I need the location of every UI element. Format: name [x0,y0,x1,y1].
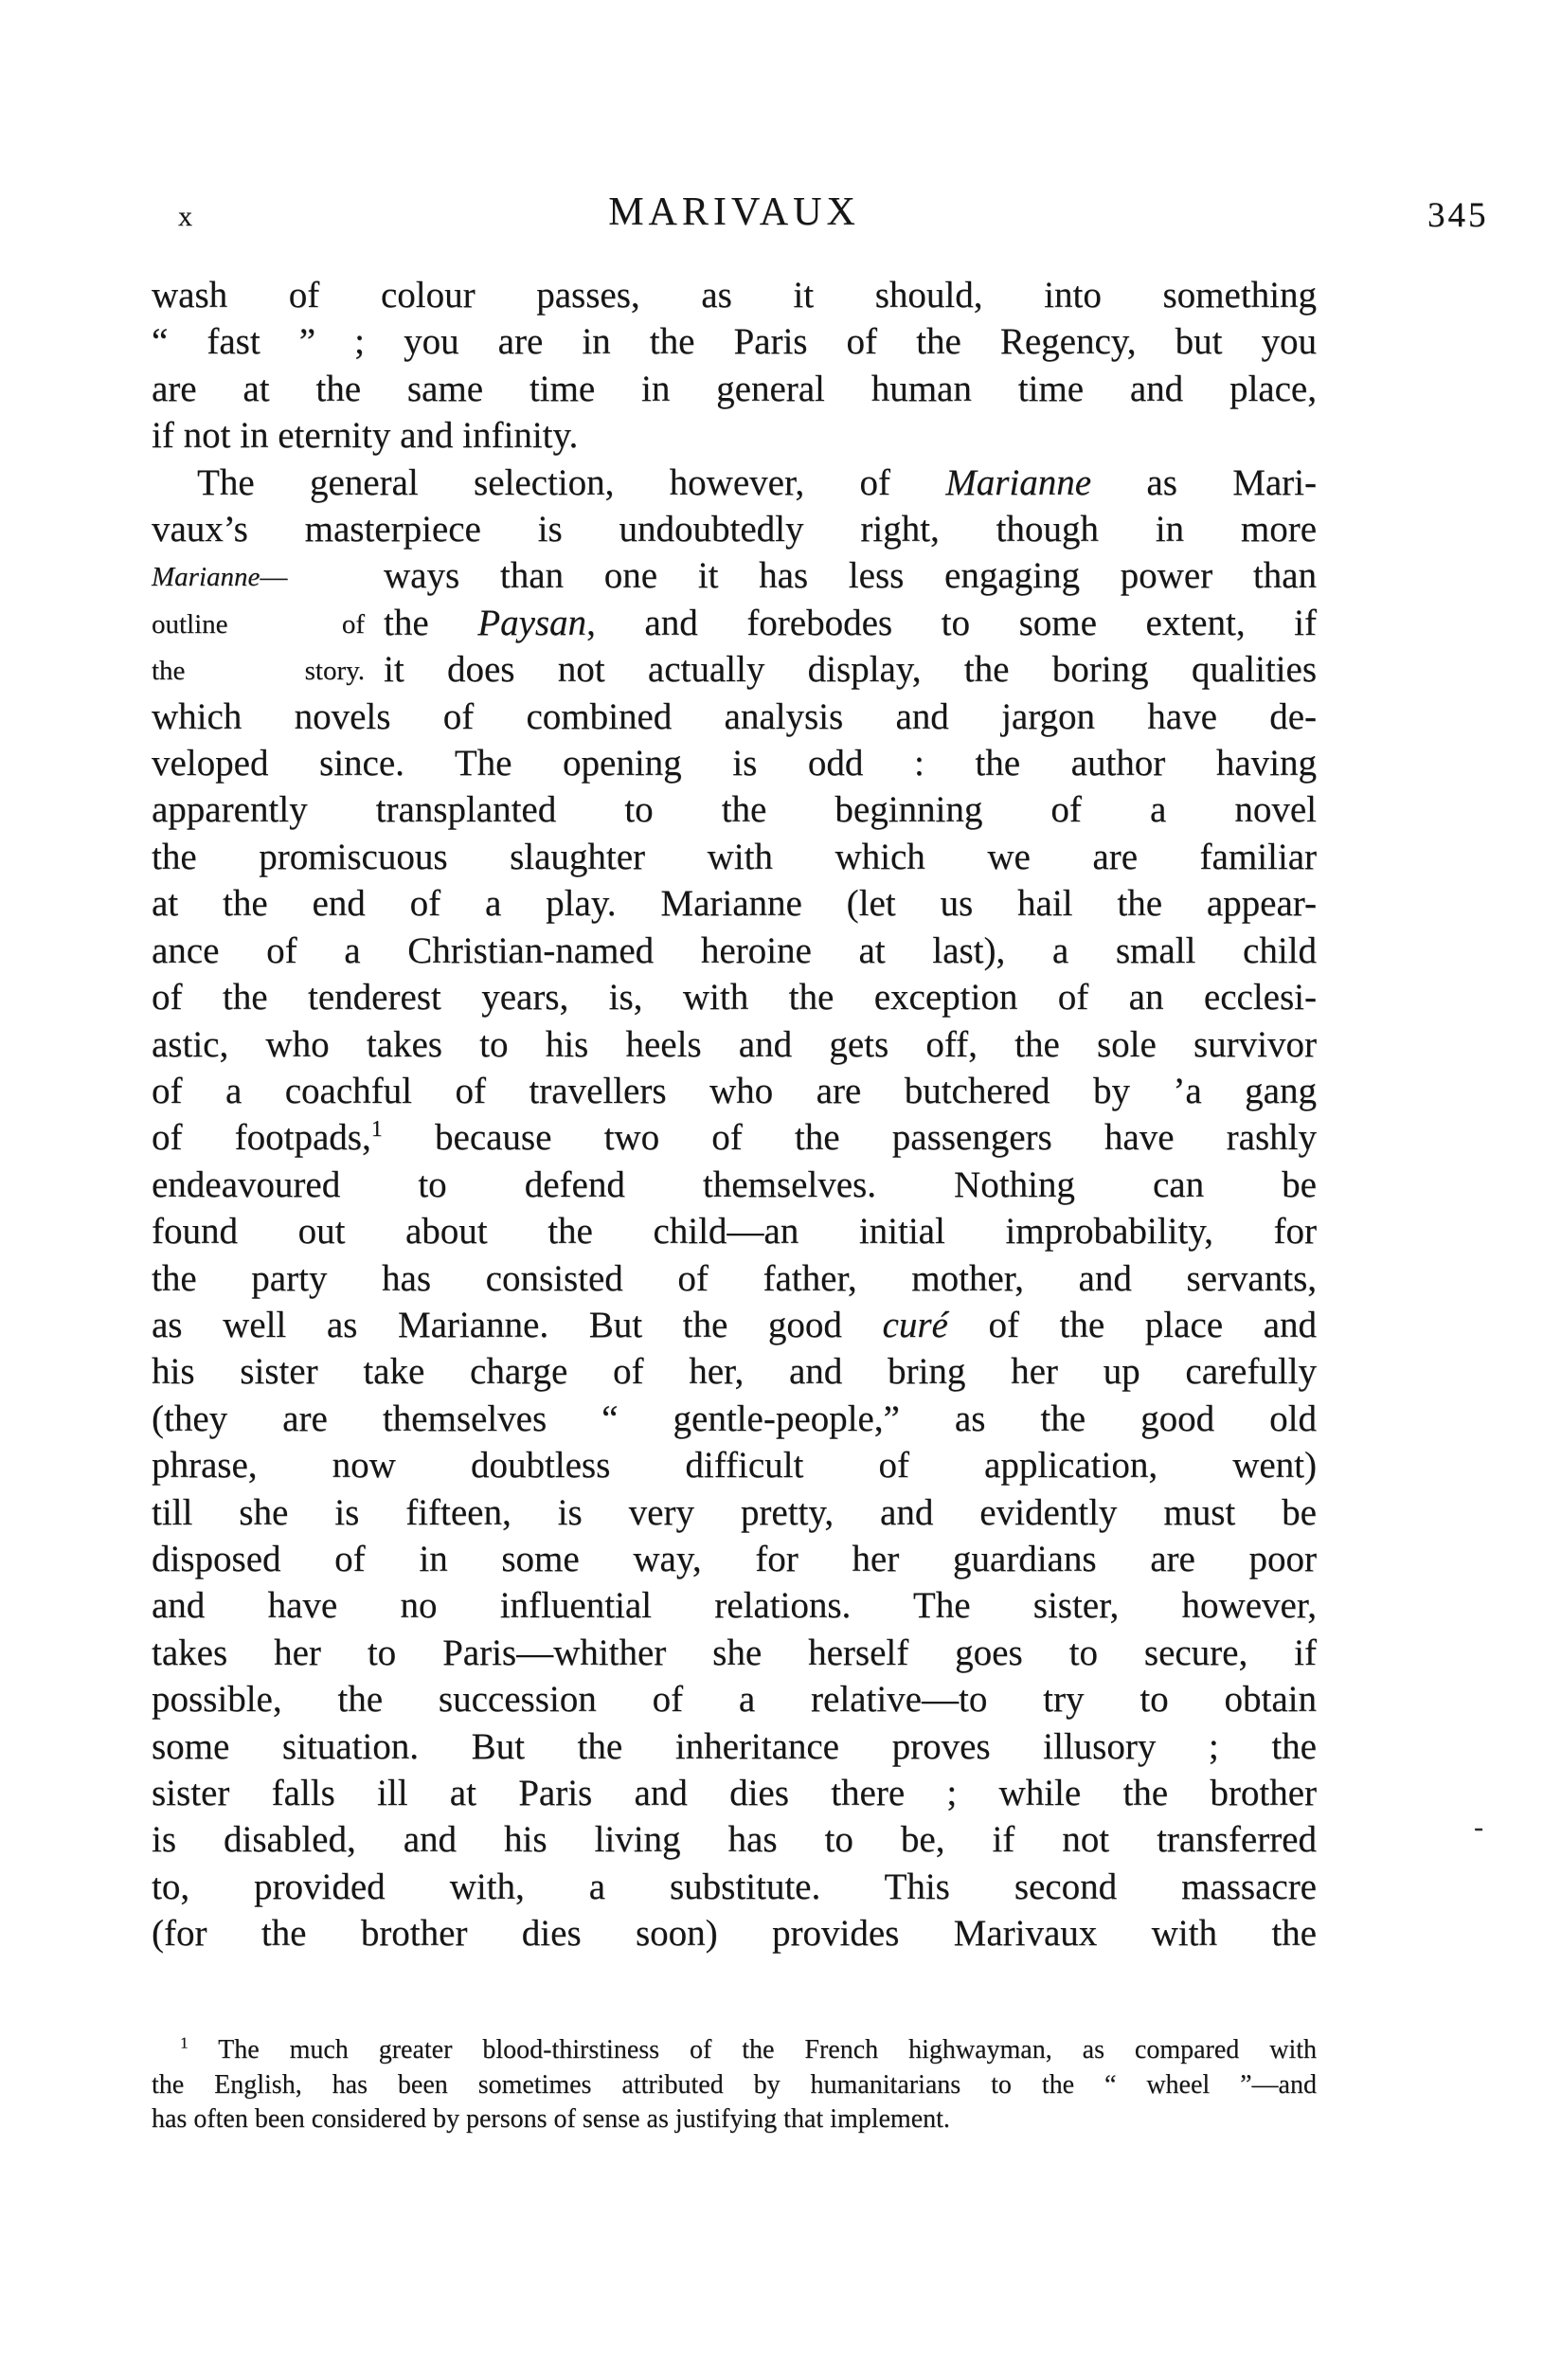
text-line [152,1255,1317,1302]
text-line [152,1208,1317,1254]
text-line-content: is disabled, and his living has to be, if not transferred [152,1819,1317,1861]
text-line [152,1910,1317,1956]
text-line-content: of footpads,$^1$ because two of the passengers have rashly [152,1116,1317,1159]
text-line-content: till she is fifteen, is very pretty, and evidently must be [152,1491,1317,1533]
text-line-content: which novels of combined analysis and jargon have de- [152,695,1317,737]
text-line [152,974,1317,1020]
text-line-content: sister falls ill at Paris and dies there ; while the brother [152,1773,1317,1813]
footnote-line-content: $^1$ The much greater blood-thirstiness of the French highwayman, as compared with [180,2033,1317,2064]
text-line-content: endeavoured to defend themselves. Nothing can be [152,1163,1317,1205]
text-line-content: and have no influential relations. The sister, however, [152,1585,1317,1627]
text-line-content: ways than one it has less engaging power than [384,555,1317,597]
text-line-content: the Paysan, and forebodes to some extent, if [384,602,1317,643]
text-line [152,1489,1317,1536]
text-line [152,1348,1317,1395]
footnote-line [152,2033,1317,2068]
text-line-content: some situation. But the inheritance proves illusory ; the [152,1725,1317,1767]
text-line-content: it does not actually display, the boring qualities [384,649,1317,691]
margin-note: outline of [152,608,365,640]
text-line-content: wash of colour passes, as it should, into something [152,275,1317,316]
text-line-content: of the tenderest years, is, with the exception of an ecclesi- [152,977,1317,1019]
text-line [152,1162,1317,1208]
text-line-content: takes her to Paris—whither she herself goes to secure, if [152,1632,1317,1673]
footnote-line [152,2068,1317,2103]
page-number: 345 [1427,196,1489,235]
text-line-content: his sister take charge of her, and bring her up carefully [152,1351,1317,1393]
text-line [152,1723,1317,1770]
text-line [152,552,1317,599]
scan-artifact-dash: - [1474,1812,1483,1843]
text-line [152,740,1317,786]
text-line [152,1114,1317,1161]
margin-note: the story. [152,656,365,687]
text-line-content: astic, who takes to his heels and gets off, the sole survivor [152,1023,1317,1065]
text-line-content: as well as Marianne. But the good curé of the place and [152,1304,1317,1345]
text-line-content: are at the same time in general human time and place, [152,368,1317,409]
body-text [152,272,1317,1957]
text-line-content: (for the brother dies soon) provides Marivaux with the [152,1913,1317,1955]
margin-note: Marianne— [152,562,288,593]
text-line [152,412,1317,459]
text-line [152,1536,1317,1582]
text-line [152,1630,1317,1676]
text-line [152,366,1317,412]
text-line-content: veloped since. The opening is odd : the author having [152,743,1317,784]
text-line-content: apparently transplanted to the beginning of a novel [152,789,1317,831]
text-line-content: of a coachful of travellers who are butchered by ’a gang [152,1070,1317,1111]
text-line [152,694,1317,740]
text-line-content: at the end of a play. Marianne (let us hail the appear- [152,883,1317,925]
text-line [152,1302,1317,1348]
text-line-content: possible, the succession of a relative—to try to obtain [152,1679,1317,1721]
page-header [152,189,1489,250]
running-title: MARIVAUX [608,190,860,234]
text-line [152,318,1317,365]
text-line [152,460,1317,506]
text-line [152,834,1317,880]
text-line [152,1442,1317,1488]
text-line [152,1864,1317,1910]
text-line-content: to, provided with, a substitute. This second massacre [152,1866,1317,1907]
text-line [152,880,1317,927]
text-line [152,1021,1317,1068]
footnote [152,2033,1317,2137]
text-line [152,1676,1317,1722]
text-line-content: if not in eternity and infinity. [152,415,579,457]
text-line-content: (they are themselves “ gentle-people,” as the good old [152,1397,1317,1439]
text-line [152,1770,1317,1816]
text-line [152,1816,1317,1863]
text-line-content: ance of a Christian-named heroine at last), a small child [152,929,1317,971]
text-line-content: phrase, now doubtless difficult of application, went) [152,1445,1317,1487]
footnote-line-content: has often been considered by persons of sense as justifying that implement. [152,2104,950,2135]
text-line [152,506,1317,552]
signature-mark: x [178,201,192,232]
footnote-line-content: the English, has been sometimes attributed by humanitarians to the “ wheel ”—and [152,2069,1317,2100]
text-line [152,928,1317,974]
text-line [152,272,1317,318]
text-line-content: The general selection, however, of Marianne as Mari- [197,461,1317,503]
text-line-content: the party has consisted of father, mother, and servants, [152,1257,1317,1299]
text-line-content: “ fast ” ; you are in the Paris of the Regency, but you [152,321,1317,363]
text-line [152,600,1317,646]
text-line [152,646,1317,693]
footnote-line [152,2102,1317,2137]
text-line-content: found out about the child—an initial improbability, for [152,1211,1317,1253]
text-line-content: vaux’s masterpiece is undoubtedly right, though in more [152,509,1317,550]
text-line [152,1068,1317,1114]
text-line [152,1396,1317,1442]
text-line-content: disposed of in some way, for her guardians are poor [152,1538,1317,1579]
text-line-content: the promiscuous slaughter with which we are familiar [152,836,1317,877]
text-line [152,1582,1317,1629]
text-line [152,786,1317,833]
